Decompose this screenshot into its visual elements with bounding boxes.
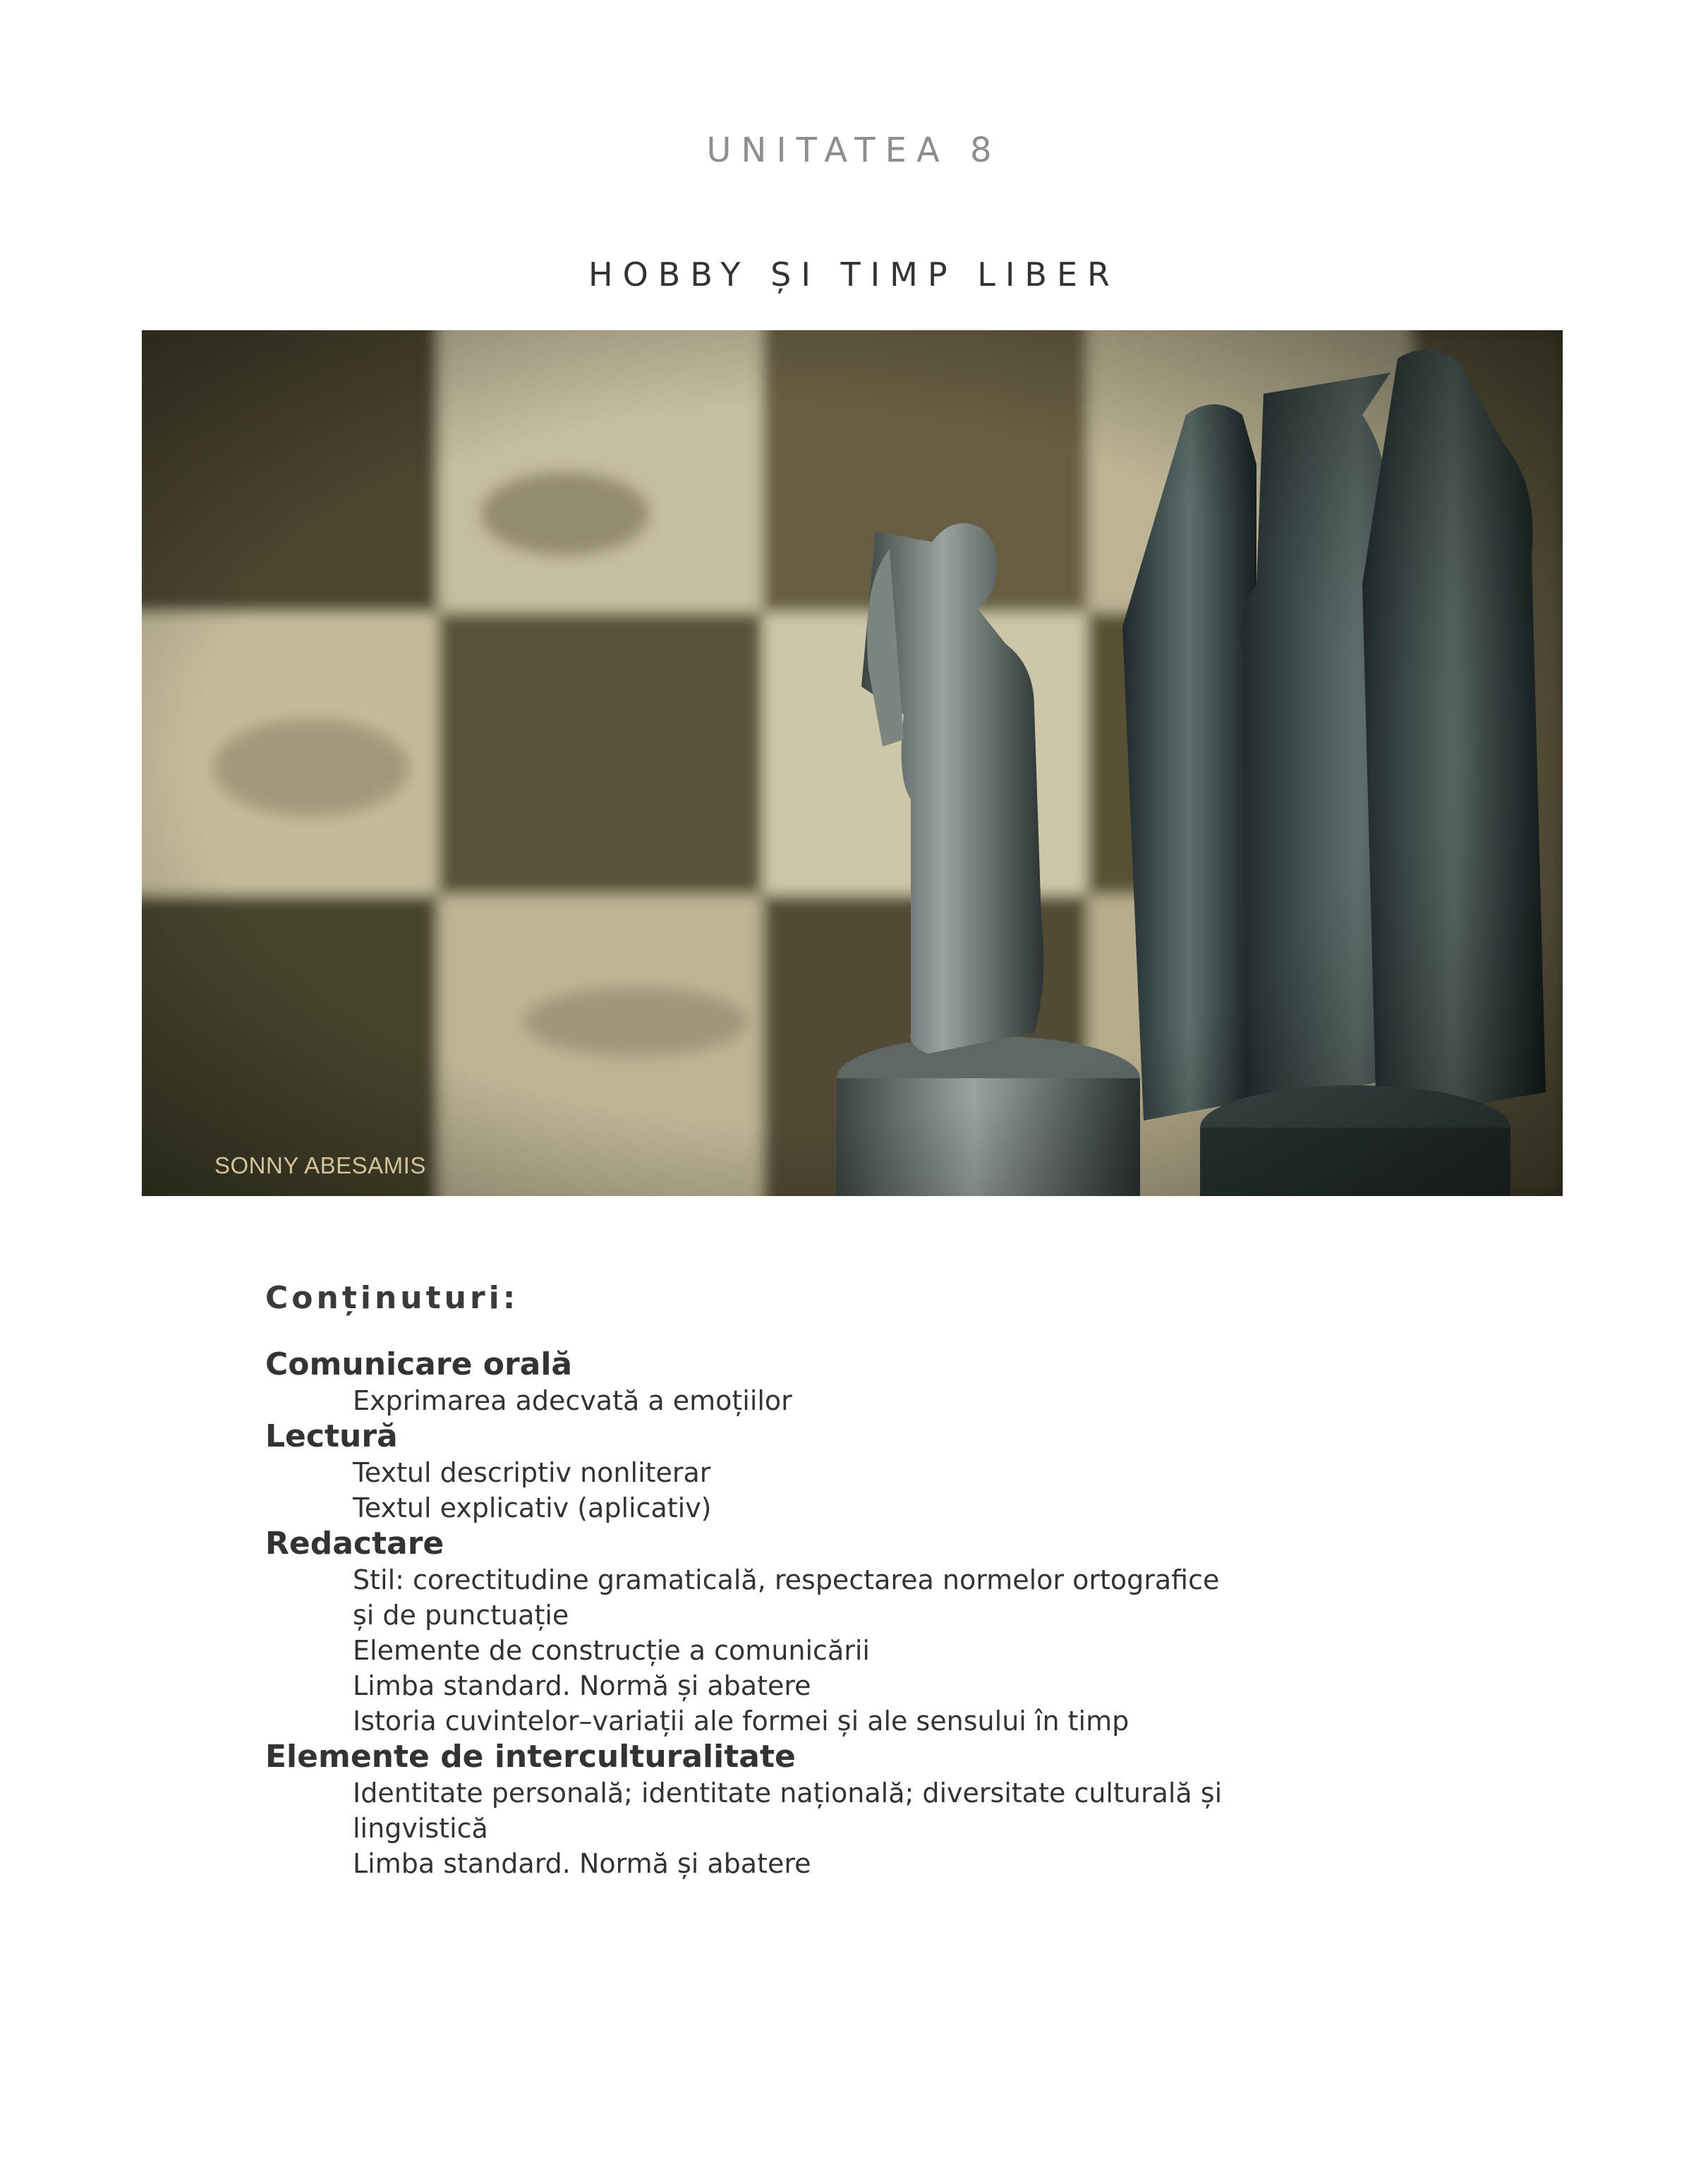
chess-figurines-photo	[142, 330, 1563, 1196]
section-item: Limba standard. Normă și abatere	[353, 1670, 811, 1701]
section-item: lingvistică	[353, 1813, 488, 1844]
section-item: Textul explicativ (aplicativ)	[353, 1492, 712, 1523]
unit-number-label: UNITATEA 8	[706, 131, 1002, 170]
section-title: Comunicare orală	[265, 1346, 573, 1382]
section-title: Redactare	[265, 1526, 444, 1562]
section-writing	[265, 1526, 1288, 1739]
section-item: Identitate personală; identitate națională; diversitate culturală și	[353, 1777, 1223, 1809]
section-reading	[265, 1418, 1288, 1526]
section-item: și de punctuație	[353, 1600, 569, 1631]
section-item: Textul descriptiv nonliterar	[353, 1457, 711, 1488]
section-item: Exprimarea adecvată a emoțiilor	[353, 1385, 792, 1416]
section-title: Elemente de interculturalitate	[265, 1739, 796, 1775]
section-interculturality	[265, 1739, 1288, 1881]
photo-credit: SONNY ABESAMIS	[214, 1152, 426, 1178]
section-item: Elemente de construcție a comunicării	[353, 1635, 870, 1666]
contents-section	[265, 1276, 1288, 1881]
section-item: Stil: corectitudine gramaticală, respectarea normelor ortografice	[353, 1564, 1220, 1595]
section-item: Limba standard. Normă și abatere	[353, 1848, 811, 1879]
unit-title: HOBBY ȘI TIMP LIBER	[588, 255, 1120, 294]
section-title: Lectură	[265, 1418, 398, 1454]
section-oral-communication	[265, 1346, 1288, 1418]
contents-heading: Conținuturi:	[265, 1280, 519, 1316]
section-item: Istoria cuvintelor–variații ale formei și ale sensului în timp	[353, 1706, 1129, 1737]
